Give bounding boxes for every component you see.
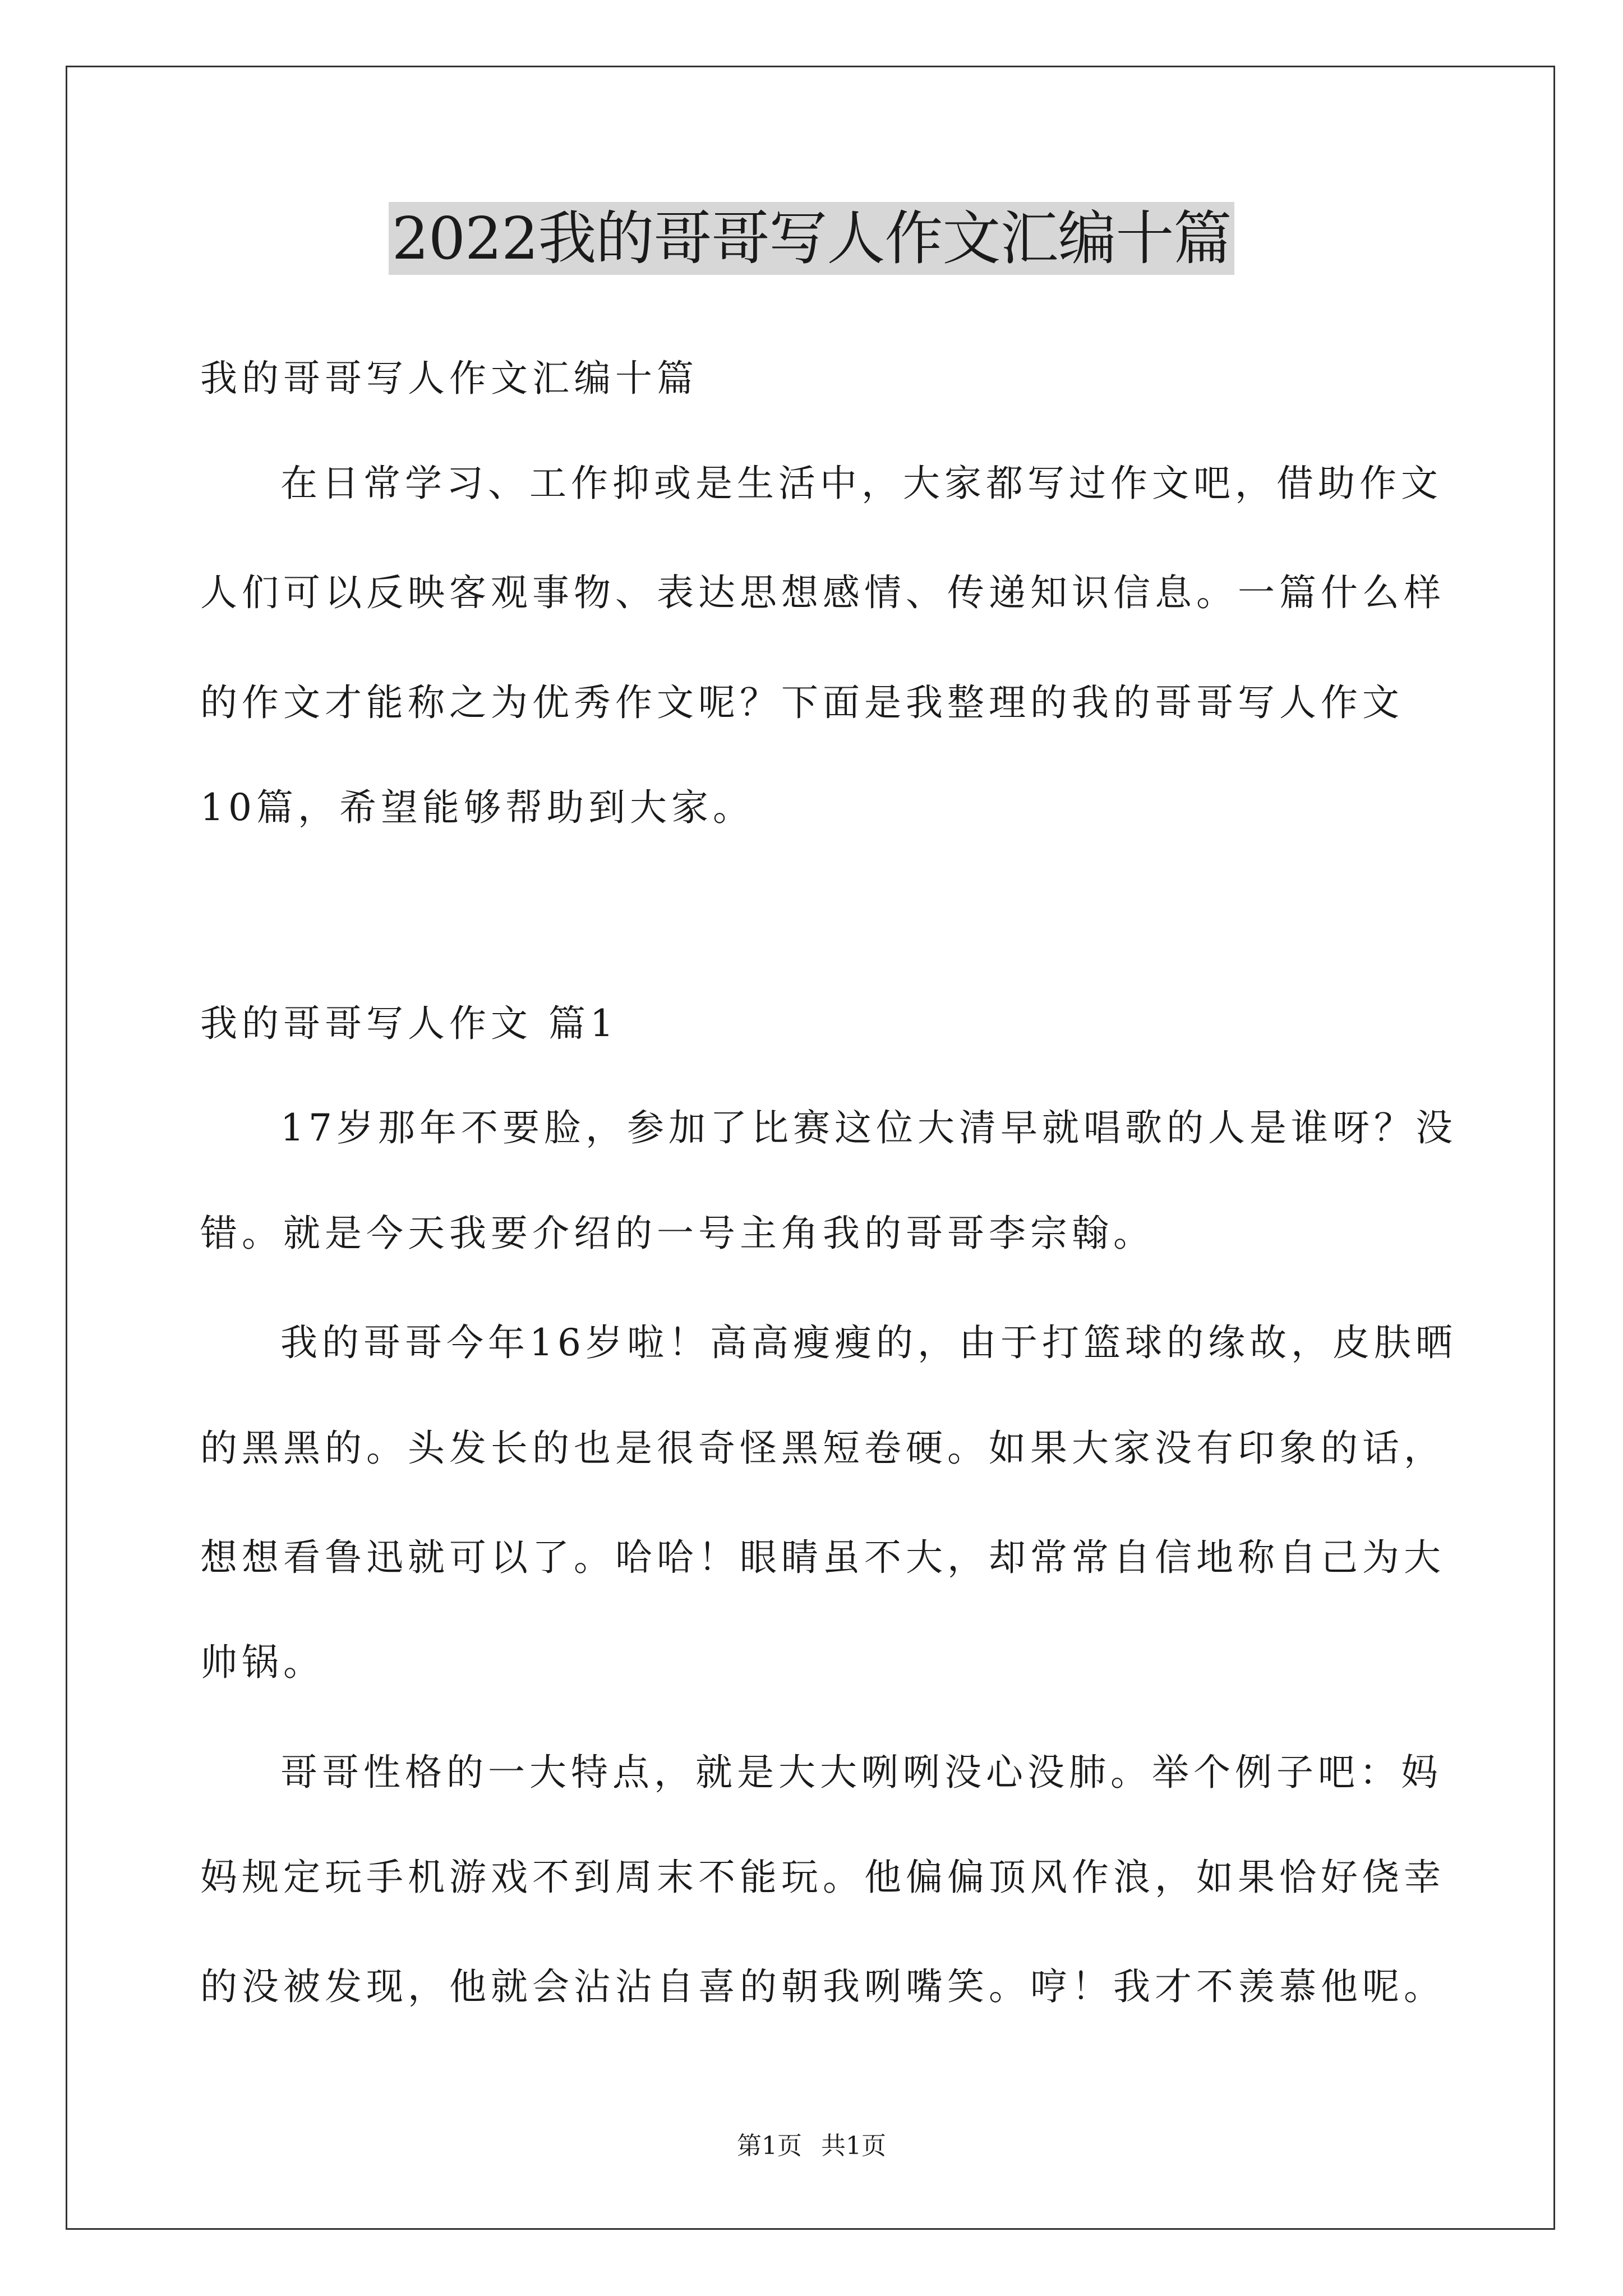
paragraph-line: 我的哥哥今年16岁啦！高高瘦瘦的，由于打篮球的缘故，皮肤晒 <box>280 1321 1457 1364</box>
paragraph-line: 帅锅。 <box>200 1641 325 1684</box>
paragraph-line: 哥哥性格的一大特点，就是大大咧咧没心没肺。举个例子吧：妈 <box>280 1751 1442 1794</box>
intro-line: 10篇，希望能够帮助到大家。 <box>200 786 754 829</box>
subtitle: 我的哥哥写人作文汇编十篇 <box>200 357 698 400</box>
intro-line: 的作文才能称之为优秀作文呢？下面是我整理的我的哥哥写人作文 <box>200 681 1404 724</box>
intro-line: 人们可以反映客观事物、表达思想感情、传递知识信息。一篇什么样 <box>200 571 1445 614</box>
section-heading: 我的哥哥写人作文 篇1 <box>200 1002 618 1045</box>
page-total: 共1页 <box>821 2132 886 2160</box>
paragraph-line: 17岁那年不要脸，参加了比赛这位大清早就唱歌的人是谁呀？没 <box>280 1106 1457 1149</box>
document-title: 2022我的哥哥写人作文汇编十篇 <box>389 202 1235 275</box>
paragraph-line: 错。就是今天我要介绍的一号主角我的哥哥李宗翰。 <box>200 1212 1155 1255</box>
paragraph-line: 的没被发现，他就会沾沾自喜的朝我咧嘴笑。哼！我才不羡慕他呢。 <box>200 1965 1445 2008</box>
page-footer <box>0 2129 1623 2163</box>
intro-line: 在日常学习、工作抑或是生活中，大家都写过作文吧，借助作文 <box>280 462 1442 505</box>
paragraph-line: 的黑黑的。头发长的也是很奇怪黑短卷硬。如果大家没有印象的话， <box>200 1427 1445 1470</box>
paragraph-line: 妈规定玩手机游戏不到周末不能玩。他偏偏顶风作浪，如果恰好侥幸 <box>200 1856 1445 1899</box>
paragraph-line: 想想看鲁迅就可以了。哈哈！眼睛虽不大，却常常自信地称自己为大 <box>200 1536 1445 1579</box>
page-number: 第1页 <box>737 2132 802 2160</box>
title-container <box>0 202 1623 275</box>
